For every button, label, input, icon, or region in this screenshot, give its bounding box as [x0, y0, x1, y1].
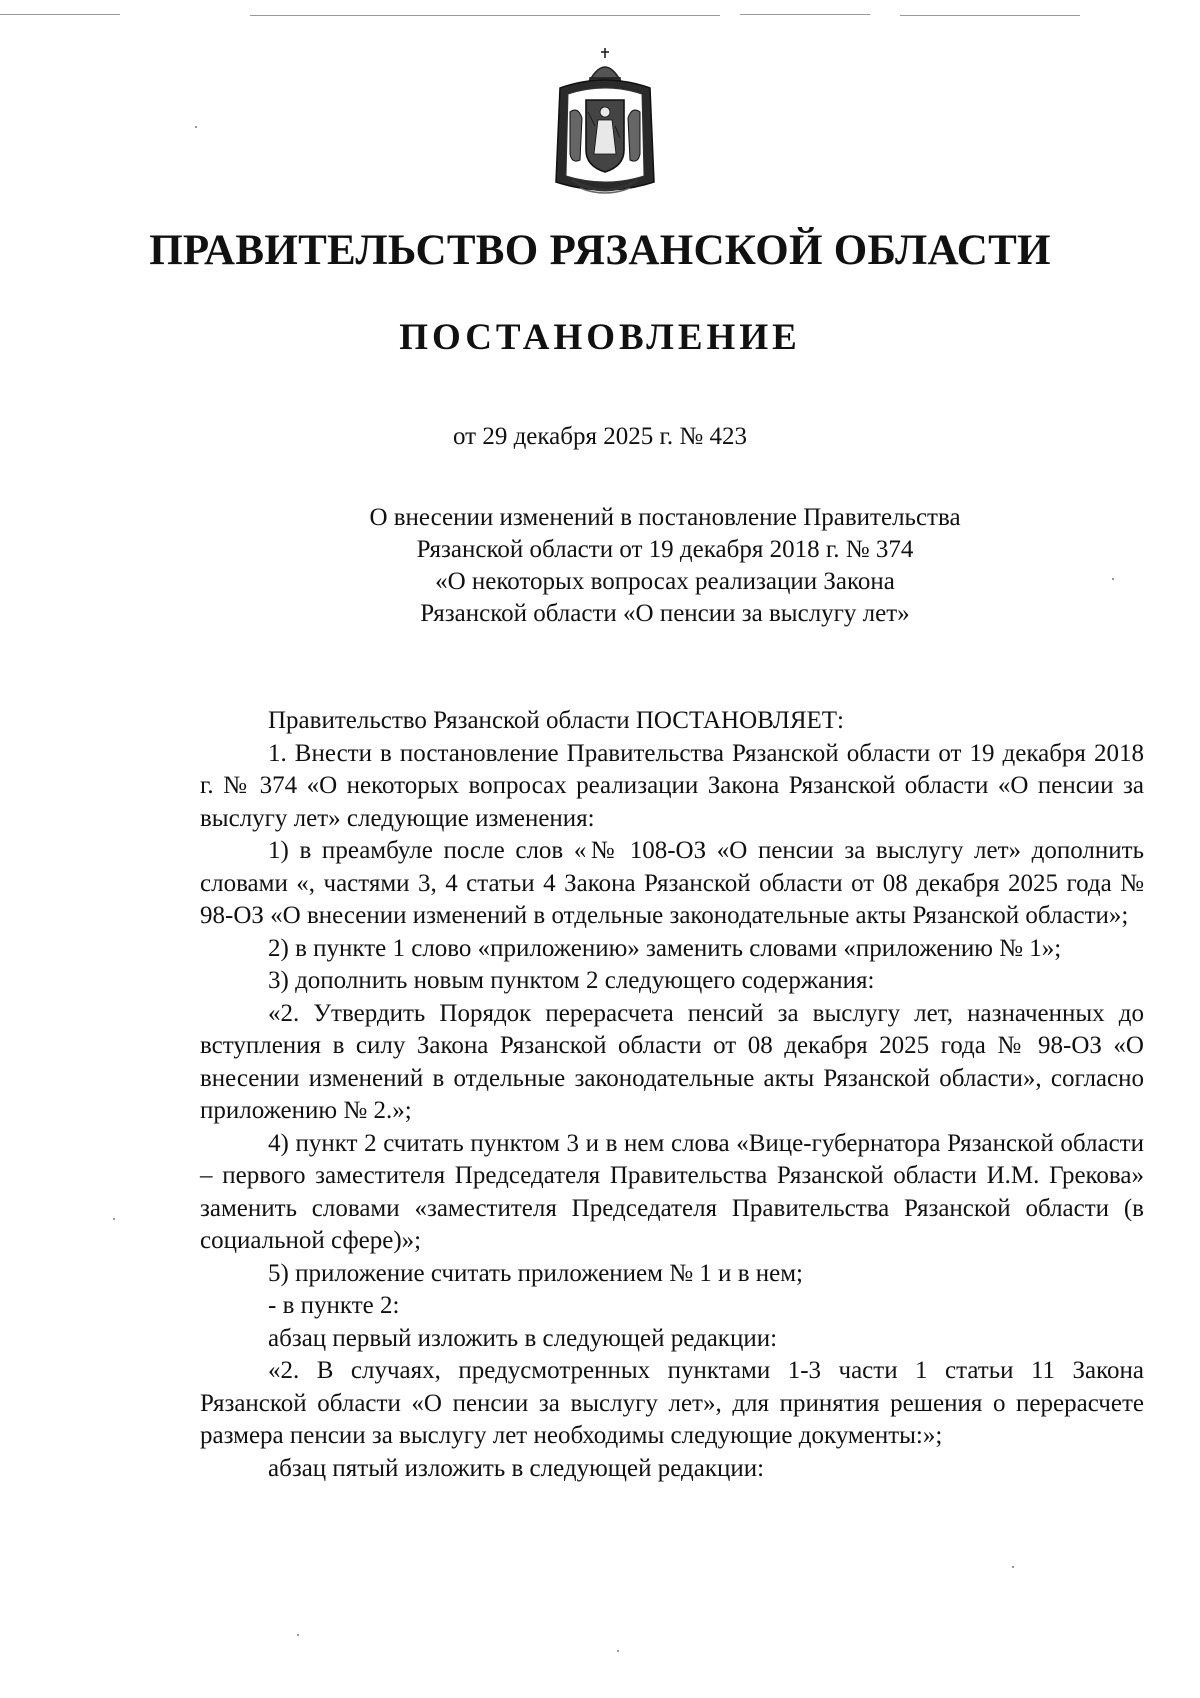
document-type-title: ПОСТАНОВЛЕНИЕ [399, 317, 801, 358]
scan-speck [1012, 1566, 1014, 1568]
government-title: ПРАВИТЕЛЬСТВО РЯЗАНСКОЙ ОБЛАСТИ [149, 227, 1051, 274]
subject-line: О внесении изменений в постановление Правительства [369, 504, 961, 531]
body-paragraph: 1. Внести в постановление Правительства Рязанской области от 19 декабря 2018 г. № 374 «О некоторых вопросах реализации Закона Рязанской области «О пенсии за выслугу лет» следующие изменения: [200, 739, 1144, 832]
ryazan-region-coat-of-arms-icon [550, 42, 660, 202]
body-paragraph: 3) дополнить новым пунктом 2 следующего содержания: [268, 967, 875, 994]
body-paragraph: «2. В случаях, предусмотренных пунктами 1-3 части 1 статьи 11 Закона Рязанской области «О пенсии за выслугу лет», для принятия решения о перерасчете размера пенсии за выслугу лет необходимы следующие документы:»; [200, 1357, 1144, 1449]
body-paragraph: «2. Утвердить Порядок перерасчета пенсий за выслугу лет, назначенных до вступления в силу Закона Рязанской области от 08 декабря 2025 года № 98-ОЗ «О внесении изменений в отдельные законодательные акты Рязанской области», согласно приложению № 2.»; [200, 999, 1144, 1124]
document-date-number: от 29 декабря 2025 г. № 423 [452, 423, 748, 450]
document-body [200, 705, 1144, 1485]
body-paragraph: - в пункте 2: [268, 1292, 400, 1319]
body-paragraph: абзац пятый изложить в следующей редакции: [268, 1454, 765, 1482]
body-paragraph: 4) пункт 2 считать пунктом 3 и в нем слова «Вице-губернатора Рязанской области – первого заместителя Председателя Правительства Рязанской области И.М. Грекова» заменить словами «заместителя Председателя Правительства Рязанской области (в социальной сфере)»; [200, 1129, 1144, 1254]
subject-line: Рязанской области «О пенсии за выслугу лет» [420, 600, 910, 627]
scan-speck [195, 126, 197, 128]
subject-line: Рязанской области от 19 декабря 2018 г. № 374 [416, 536, 914, 563]
document-subject [320, 502, 1010, 630]
body-paragraph: Правительство Рязанской области ПОСТАНОВЛЯЕТ: [268, 707, 844, 734]
body-paragraph: 2) в пункте 1 слово «приложению» заменить словами «приложению № 1»; [268, 934, 1062, 962]
body-paragraph: 1) в преамбуле после слов «№ 108-ОЗ «О пенсии за выслугу лет» дополнить словами «, частями 3, 4 статьи 4 Закона Рязанской области от 08 декабря 2025 года № 98-ОЗ «О внесении изменений в отдельные законодательные акты Рязанской области»; [200, 837, 1144, 929]
scan-speck [113, 1218, 115, 1220]
subject-line: «О некоторых вопросах реализации Закона [435, 568, 895, 595]
body-paragraph: 5) приложение считать приложением № 1 и в нем; [268, 1259, 803, 1287]
scan-speck [1112, 578, 1114, 580]
body-paragraph: абзац первый изложить в следующей редакции: [268, 1324, 778, 1352]
scan-edge-artifact [0, 14, 1200, 18]
scan-speck [297, 1634, 299, 1636]
scan-speck [617, 1650, 619, 1652]
